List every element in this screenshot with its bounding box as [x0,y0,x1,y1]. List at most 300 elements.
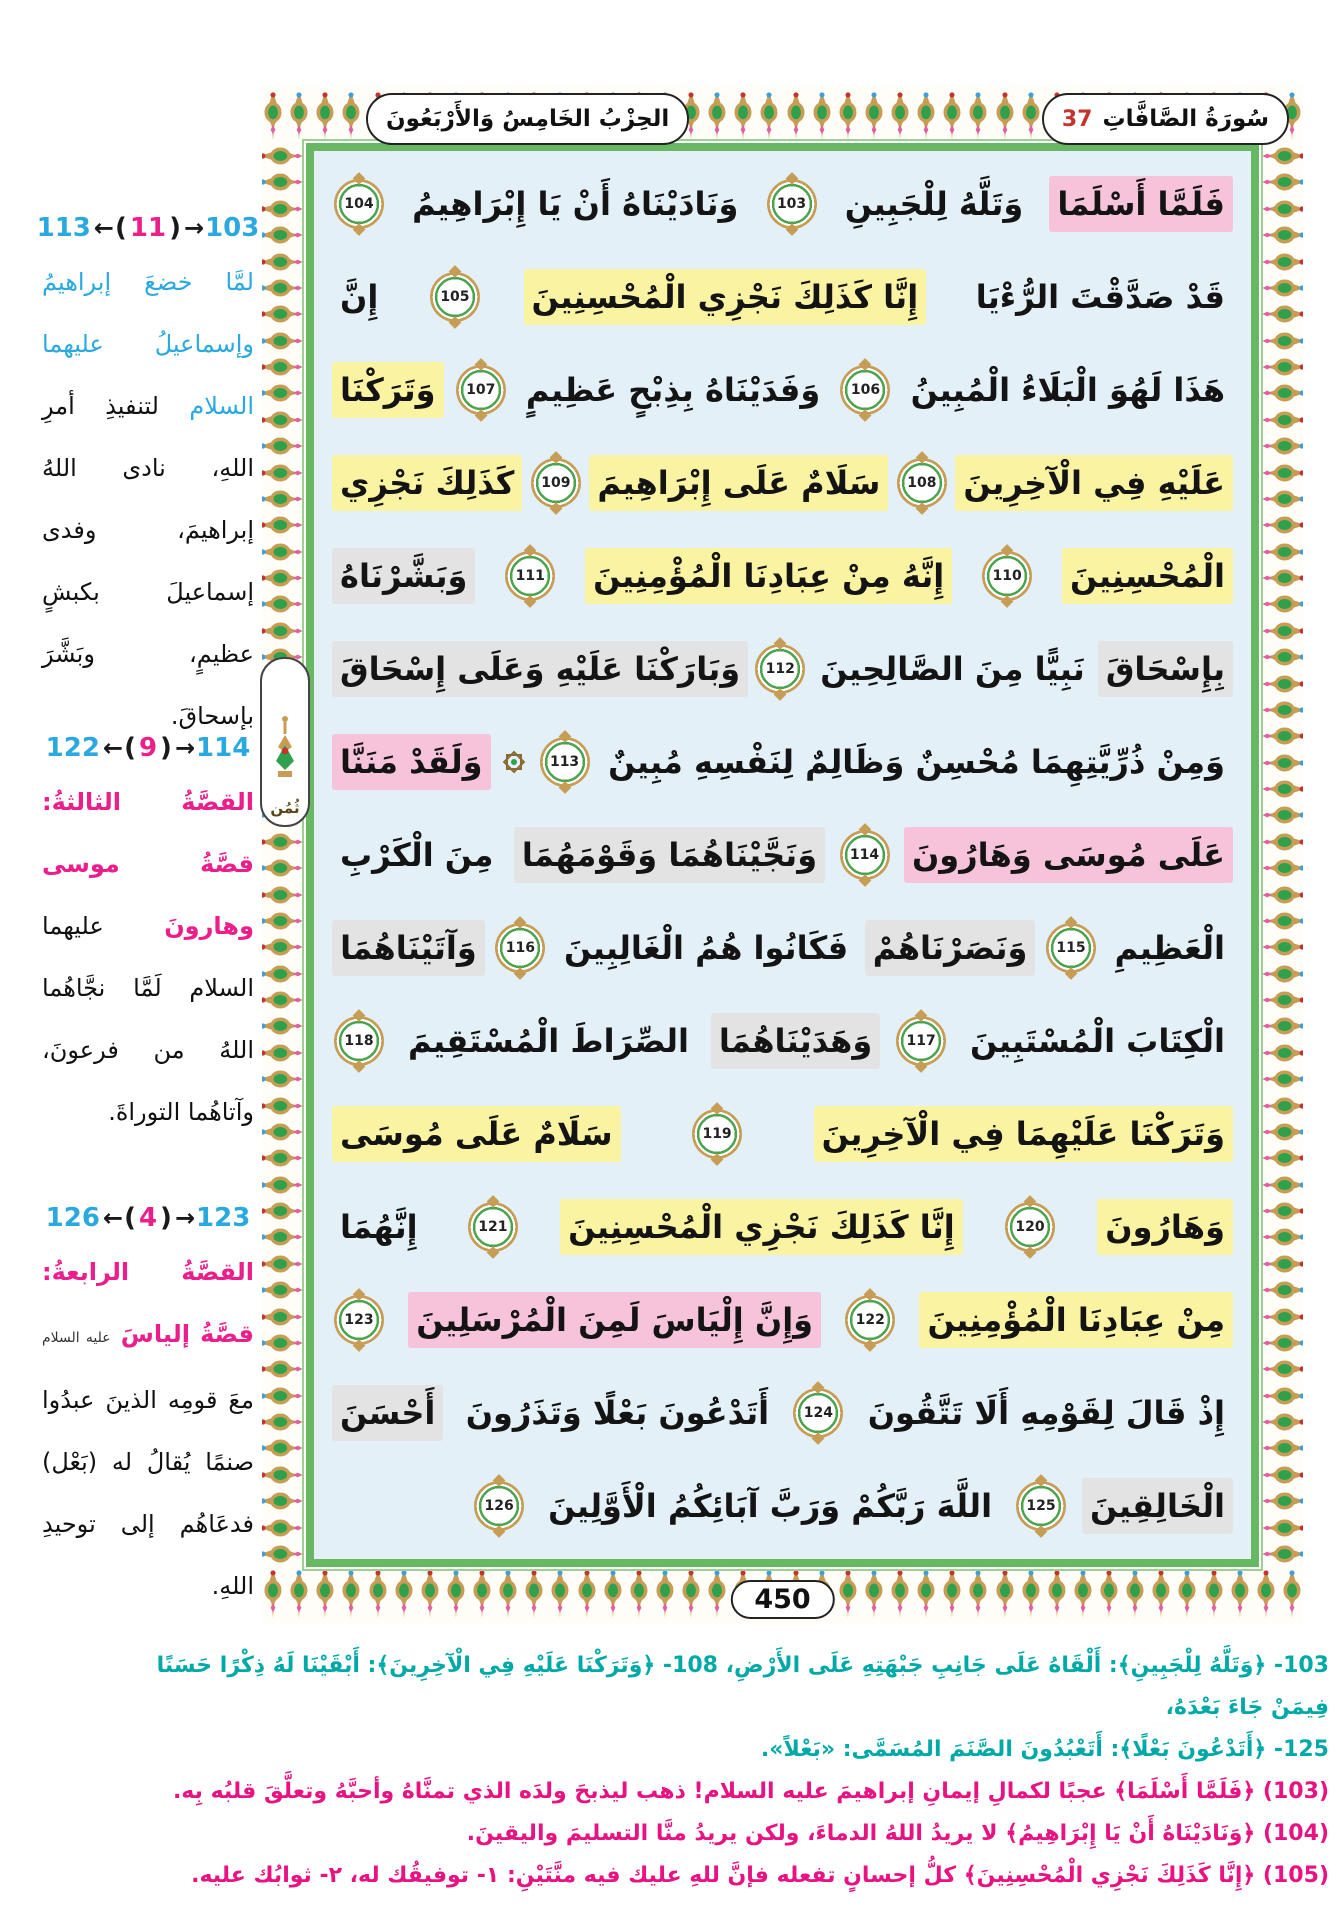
verse-range-ribbon: 126 ← ( 4 ) → 123 [45,1203,251,1233]
ornament-motif [264,196,304,222]
ornament-motif [1255,1567,1277,1621]
verse-number: 109 [541,474,571,491]
ornament-motif [314,1567,336,1621]
verse-text-segment: إِنَّا كَذَلِكَ نَجْزِي الْمُحْسِنِينَ [524,269,927,325]
sidebar-text-segment: القصَّةُ الرابعةُ: قصَّةُ إلياسَ [42,1258,254,1348]
range-start: 103 [205,213,260,243]
ornament-motif [264,961,304,987]
rub-el-hizb-icon [501,749,527,775]
ornament-motif [915,1567,937,1621]
finial-ornament-icon [274,713,296,799]
ornament-motif [576,1567,598,1621]
ornament-motif [941,89,963,143]
ornament-motif [367,1567,389,1621]
verse-text-segment: وَهَارُونَ [1097,1199,1233,1255]
verse-number-medallion [495,923,545,973]
ornament-motif [264,1119,304,1145]
verse-number-medallion [1016,1481,1066,1531]
ornament-motif [1261,275,1301,301]
ornament-motif [1261,460,1301,486]
right-arrow-icon: → [174,734,194,762]
range-end: 122 [45,733,100,763]
sidebar-paragraph [42,251,254,747]
ornament-motif [1261,1304,1301,1330]
ornament-motif [264,1172,304,1198]
ornament-motif [264,301,304,327]
verse-number: 123 [344,1312,374,1329]
ornament-motif [264,275,304,301]
ornament-motif [264,1093,304,1119]
ornament-motif [264,1066,304,1092]
verse-number-medallion [334,179,384,229]
verse-number-medallion [840,830,890,880]
verse-text-segment: وَبَشَّرْنَاهُ [332,548,475,604]
ornament-motif [1176,1567,1198,1621]
verse-text-segment: إِذْ قَالَ لِقَوْمِهِ أَلَا تَتَّقُونَ [867,1394,1225,1433]
ornament-motif [1261,301,1301,327]
footnotes [95,1645,1329,1897]
ornament-motif [264,1409,304,1435]
ornament-motif [264,1277,304,1303]
range-count: 11 [129,213,167,243]
verse-number: 126 [484,1498,514,1515]
ornament-motif [1261,354,1301,380]
ornament-motif [1261,987,1301,1013]
ornament-motif [967,1567,989,1621]
verse-number: 103 [776,195,807,212]
verse-number-medallion [540,737,590,787]
quran-line [324,250,1241,343]
ornament-motif [264,460,304,486]
verse-number: 110 [992,567,1022,584]
sidebar-paragraph [42,1241,254,1617]
ornament-motif [264,1488,304,1514]
verse-number-medallion [334,1295,384,1345]
quran-line [324,902,1241,995]
ornament-motif [1261,433,1301,459]
sidebar-section [36,205,260,747]
verse-number-medallion [896,1016,946,1066]
ornament-motif [1261,1541,1301,1567]
verse-number: 125 [1026,1498,1056,1515]
ornament-motif [1261,222,1301,248]
sidebar-text-segment: القصَّةُ الثالثةُ: قصَّةُ موسى وهارونَ [42,788,254,940]
ornament-motif [445,1567,467,1621]
verse-number-medallion [430,272,480,322]
verse-text-segment: إِنَّا كَذَلِكَ نَجْزِي الْمُحْسِنِينَ [560,1199,963,1255]
verse-number-medallion [334,1016,384,1066]
ornament-motif [264,249,304,275]
verse-text-segment: سَلَامٌ عَلَى مُوسَى [332,1106,621,1162]
ornament-motif [262,1567,284,1621]
verse-text-segment: وَنَصَرْنَاهُمْ [865,920,1036,976]
ornament-motif [1261,1462,1301,1488]
ornament-motif [264,934,304,960]
verse-text-segment: نَبِيًّا مِنَ الصَّالِحِينَ [820,649,1085,688]
ornament-motif [264,380,304,406]
ornament-motif [264,512,304,538]
verse-number-medallion [755,644,805,694]
verse-number: 106 [850,381,881,398]
quran-frame [262,85,1303,1625]
border-ornament-left [262,143,308,1567]
ornament-motif [1261,802,1301,828]
ornament-motif [1261,380,1301,406]
quran-line [324,436,1241,529]
verse-number-medallion [468,1202,518,1252]
verse-text-segment: وَلَقَدْ مَنَنَّا [332,734,491,790]
ornament-motif [1261,169,1301,195]
quran-line [324,1088,1241,1181]
verse-number-medallion [505,551,555,601]
ornament-motif [1261,908,1301,934]
sidebar-text-segment: معَ قومِه الذينَ عبدُوا صنمًا يُقالُ له (بَعْل) فدعَاهُم إلى توحيدِ اللهِ. [42,1386,254,1600]
quran-line [324,1367,1241,1460]
verse-number: 121 [478,1219,508,1236]
ornament-motif [264,1224,304,1250]
quran-line [324,1274,1241,1367]
verse-text-segment: وَنَجَّيْنَاهُمَا وَقَوْمَهُمَا [514,827,825,883]
ornament-motif [523,1567,545,1621]
verse-number: 105 [440,288,470,305]
verse-text-segment: بِإِسْحَاقَ [1098,641,1233,697]
ornament-motif [628,1567,650,1621]
ornament-motif [1261,1251,1301,1277]
ornament-motif [419,1567,441,1621]
quran-line [324,157,1241,250]
verse-number-medallion [793,1388,843,1438]
verse-number: 108 [907,474,937,491]
ornament-motif [994,89,1016,143]
ornament-motif [264,1515,304,1541]
ornament-motif [994,1567,1016,1621]
ornament-motif [264,143,304,169]
ornament-motif [264,539,304,565]
range-end: 113 [36,213,91,243]
verse-number-medallion [845,1295,895,1345]
verse-number-medallion [692,1109,742,1159]
ornament-motif [1261,723,1301,749]
ornament-motif [1261,1040,1301,1066]
ornament-motif [264,433,304,459]
ornament-motif [264,222,304,248]
verse-text-segment: وَنَادَيْنَاهُ أَنْ يَا إِبْرَاهِيمُ [412,184,739,223]
ornament-motif [1261,328,1301,354]
border-ornament-right [1257,143,1303,1567]
ornament-motif [1261,1515,1301,1541]
sidebar-section [42,1195,254,1617]
ornament-motif [863,1567,885,1621]
ornament-motif [264,407,304,433]
ornament-motif [758,89,780,143]
ornament-motif [314,89,336,143]
verse-number: 107 [466,381,496,398]
ornament-motif [1261,644,1301,670]
left-arrow-icon: ← [102,1204,122,1232]
sidebar-paragraph [42,771,254,1143]
verse-number: 111 [515,567,545,584]
thumun-marker [260,657,310,827]
ornament-motif [1072,1567,1094,1621]
verse-text-segment: مِنَ الْكَرْبِ [340,835,494,874]
verse-text-segment: الْكِتَابَ الْمُسْتَبِينَ [970,1022,1225,1061]
verse-text-segment: وَتَرَكْنَا [332,362,444,418]
ornament-motif [1261,196,1301,222]
ornament-motif [264,1198,304,1224]
ornament-motif [1261,565,1301,591]
footnote-word-meaning: 125- ﴿أَتَدْعُونَ بَعْلًا﴾: أَتَعْبُدُونَ الصَّنَمَ المُسَمَّى: «بَعْلاً». [760,1737,1329,1762]
ornament-motif [264,987,304,1013]
verse-number: 119 [702,1126,732,1143]
ornament-motif [1261,486,1301,512]
verse-text-segment: الْمُحْسِنِينَ [1062,548,1233,604]
ornament-motif [264,908,304,934]
range-end: 126 [45,1203,100,1233]
ornament-motif [732,89,754,143]
ornament-motif [264,328,304,354]
ornament-motif [1098,1567,1120,1621]
verse-text-segment: قَدْ صَدَّقْتَ الرُّءْيَا [975,277,1225,316]
footnote-commentary: (105) ﴿إِنَّا كَذَلِكَ نَجْزِي الْمُحْسِنِينَ﴾ كلُّ إحسانٍ تفعله فإنَّ للهِ عليك فيه منَّتَيْنِ: ١- توفيقُك له، ٢- ثوابُك عليه. [191,1863,1329,1888]
verse-number: 124 [803,1405,834,1422]
ornament-motif [1203,1567,1225,1621]
ornament-motif [1020,1567,1042,1621]
verse-number: 104 [344,195,374,212]
ornament-motif [1261,961,1301,987]
ornament-motif [262,89,284,143]
ornament-motif [264,1541,304,1567]
ornament-motif [1261,143,1301,169]
ornament-motif [1261,1145,1301,1171]
verse-text-segment: إِنَّ [340,277,379,316]
verse-text-segment: مِنْ عِبَادِنَا الْمُؤْمِنِينَ [919,1292,1233,1348]
verse-text-segment: الْخَالِقِينَ [1082,1478,1233,1534]
ornament-motif [264,354,304,380]
verse-range-ribbon: 122 ← ( 9 ) → 114 [45,733,251,763]
verse-text-segment: هَذَا لَهُوَ الْبَلَاءُ الْمُبِينُ [910,370,1225,409]
footnote-word-meaning: 103- ﴿وَتَلَّهُ لِلْجَبِينِ﴾: أَلْقَاهُ عَلَى جَانِبِ جَبْهَتِهِ عَلَى الأَرْضِ، 108- ﴿وَتَرَكْنَا عَلَيْهِ فِي الْآخِرِينَ﴾: أَبْقَيْنَا لَهُ ذِكْرًا حَسَنًا فِيمَنْ جَاءَ بَعْدَهُ، [156,1653,1329,1720]
ornament-motif [1261,1383,1301,1409]
ornament-motif [785,89,807,143]
hizb-cartouche [366,93,689,145]
ornament-motif [1124,1567,1146,1621]
verse-text-segment: وَآتَيْنَاهُمَا [332,920,485,976]
ornament-motif [264,486,304,512]
verse-text-segment: وَبَارَكْنَا عَلَيْهِ وَعَلَى إِسْحَاقَ [332,641,748,697]
ornament-motif [264,1251,304,1277]
verse-number: 113 [549,753,580,770]
verse-number-medallion [982,551,1032,601]
ornament-motif [264,1356,304,1382]
ornament-motif [1261,1488,1301,1514]
ornament-motif [264,855,304,881]
quran-text-area [306,143,1259,1567]
ornament-motif [264,1040,304,1066]
verse-number: 122 [855,1312,885,1329]
verse-text-segment: وَإِنَّ إِلْيَاسَ لَمِنَ الْمُرْسَلِينَ [408,1292,821,1348]
ornament-motif [967,89,989,143]
ornament-motif [706,1567,728,1621]
verse-range-ribbon: 113 ← ( 11 ) → 103 [36,213,260,243]
right-arrow-icon: → [174,1204,194,1232]
range-start: 123 [196,1203,251,1233]
ornament-motif [837,1567,859,1621]
ornament-motif [1261,1013,1301,1039]
verse-text-segment: وَهَدَيْنَاهُمَا [711,1013,880,1069]
ornament-motif [863,89,885,143]
ornament-motif [706,89,728,143]
ornament-motif [1261,697,1301,723]
ornament-motif [1046,1567,1068,1621]
verse-text-segment: الْعَظِيمِ [1114,929,1225,968]
verse-text-segment: عَلَى مُوسَى وَهَارُونَ [904,827,1233,883]
ornament-motif [1261,1066,1301,1092]
verse-number-medallion [1046,923,1096,973]
sidebar-text-segment: لمَّا خضعَ إبراهيمُ وإسماعيلُ عليهما السلام [42,268,254,420]
ornament-motif [915,89,937,143]
ornament-motif [889,89,911,143]
surah-number: 37 [1061,106,1093,132]
verse-text-segment: وَفَدَيْنَاهُ بِذِبْحٍ عَظِيمٍ [525,370,821,409]
ornament-motif [680,1567,702,1621]
ornament-motif [1261,1119,1301,1145]
verse-text-segment: أَتَدْعُونَ بَعْلًا وَتَذَرُونَ [465,1394,770,1433]
range-count: 4 [138,1203,158,1233]
verse-number: 112 [765,660,795,677]
verse-text-segment: إِنَّهُ مِنْ عِبَادِنَا الْمُؤْمِنِينَ [585,548,952,604]
ornament-motif [811,89,833,143]
ornament-motif [1261,934,1301,960]
ornament-motif [1261,512,1301,538]
ornament-motif [264,591,304,617]
quran-line [324,995,1241,1088]
sidebar-text-segment: عليه السلام [42,1330,111,1346]
ornament-motif [1261,1277,1301,1303]
ornament-motif [1261,591,1301,617]
ornament-motif [264,1304,304,1330]
ornament-motif [1150,1567,1172,1621]
left-arrow-icon: ← [102,734,122,762]
footnote-commentary: (103) ﴿فَلَمَّا أَسْلَمَا﴾ عجبًا لكمالِ إيمانِ إبراهيمَ عليه السلام! ذهب ليذبحَ ولدَه الذي تمنَّاهُ وأحبَّهُ وتعلَّقَ قلبُه بِه. [172,1779,1329,1804]
verse-text-segment: إِنَّهُمَا [340,1208,418,1247]
sidebar-section [42,725,254,1143]
verse-text-segment: اللَّهَ رَبَّكُمْ وَرَبَّ آبَائِكُمُ الْأَوَّلِينَ [548,1487,993,1526]
ornament-motif [1261,1172,1301,1198]
ornament-motif [264,1462,304,1488]
verse-text-segment: وَتَرَكْنَا عَلَيْهِمَا فِي الْآخِرِينَ [814,1106,1233,1162]
ornament-motif [1261,1198,1301,1224]
verse-number: 116 [505,940,535,957]
verse-number: 115 [1056,940,1086,957]
ornament-motif [1261,671,1301,697]
quran-line [324,622,1241,715]
ornament-motif [264,1383,304,1409]
verse-text-segment: الصِّرَاطَ الْمُسْتَقِيمَ [407,1022,689,1061]
ornament-motif [549,1567,571,1621]
ornament-motif [264,882,304,908]
ornament-motif [1261,882,1301,908]
verse-text-segment: كَذَلِكَ نَجْزِي [332,455,522,511]
ornament-motif [497,1567,519,1621]
verse-number-medallion [531,458,581,508]
ornament-motif [1261,1435,1301,1461]
ornament-motif [288,1567,310,1621]
ornament-motif [1229,1567,1251,1621]
verse-number: 114 [849,846,880,863]
ornament-motif [264,169,304,195]
quran-line [324,715,1241,808]
quran-line [324,1460,1241,1553]
thumun-label: ثُمُن [270,799,300,817]
ornament-motif [264,1145,304,1171]
ornament-motif [1261,1224,1301,1250]
range-start: 114 [196,733,251,763]
verse-number: 117 [906,1033,936,1050]
ornament-motif [264,565,304,591]
hizb-label: الحِزْبُ الخَامِسُ وَالأَرْبَعُونَ [386,106,670,132]
verse-text-segment: أَحْسَنَ [332,1385,443,1441]
quran-line [324,808,1241,901]
ornament-motif [264,1013,304,1039]
ornament-motif [654,1567,676,1621]
ornament-motif [264,618,304,644]
ornament-motif [1261,1356,1301,1382]
verse-text-segment: وَتَلَّهُ لِلْجَبِينِ [844,184,1024,223]
sidebar-text-segment: لتنفيذِ أمرِ اللهِ، نادى اللهُ إبراهيمَ، وفدى إسماعيلَ بكبشٍ عظيمٍ، وبَشَّرَ بإسحاقَ. [42,392,254,730]
verse-number-medallion [767,179,817,229]
ornament-motif [264,1435,304,1461]
verse-number-medallion [840,365,890,415]
quran-line [324,1181,1241,1274]
verse-number: 118 [344,1033,374,1050]
quran-line [324,343,1241,436]
verse-number-medallion [474,1481,524,1531]
verse-text-segment: فَكَانُوا هُمُ الْغَالِبِينَ [563,929,849,968]
verse-number-medallion [897,458,947,508]
ornament-motif [889,1567,911,1621]
ornament-motif [1020,89,1042,143]
ornament-motif [1261,539,1301,565]
verse-number-medallion [456,365,506,415]
verse-text-segment: عَلَيْهِ فِي الْآخِرِينَ [955,455,1233,511]
verse-number: 120 [1015,1219,1045,1236]
ornament-motif [941,1567,963,1621]
ornament-motif [288,89,310,143]
ornament-motif [837,89,859,143]
ornament-motif [1261,1093,1301,1119]
quran-line [324,529,1241,622]
right-arrow-icon: → [183,214,203,242]
ornament-motif [1261,249,1301,275]
ornament-motif [1261,407,1301,433]
ornament-motif [471,1567,493,1621]
ornament-motif [602,1567,624,1621]
verse-text-segment: سَلَامٌ عَلَى إِبْرَاهِيمَ [589,455,888,511]
ornament-motif [340,1567,362,1621]
surah-cartouche [1042,93,1289,145]
verse-text-segment: وَمِنْ ذُرِّيَّتِهِمَا مُحْسِنٌ وَظَالِمٌ لِنَفْسِهِ مُبِينٌ [608,742,1225,781]
page-number: 450 [730,1580,834,1619]
ornament-motif [1261,750,1301,776]
ornament-motif [1261,829,1301,855]
verse-number-medallion [1005,1202,1055,1252]
ornament-motif [1261,855,1301,881]
sidebar-text-segment: عليهما السلام لَمَّا نجَّاهُما اللهُ من فرعونَ، وآتاهُما التوراةَ. [42,912,254,1126]
footnote-commentary: (104) ﴿وَنَادَيْنَاهُ أَنْ يَا إِبْرَاهِيمُ﴾ لا يريدُ اللهُ الدماءَ، ولكن يريدُ منَّا التسليمَ واليقينَ. [466,1821,1329,1846]
ornament-motif [264,829,304,855]
range-count: 9 [138,733,158,763]
left-arrow-icon: ← [93,214,113,242]
